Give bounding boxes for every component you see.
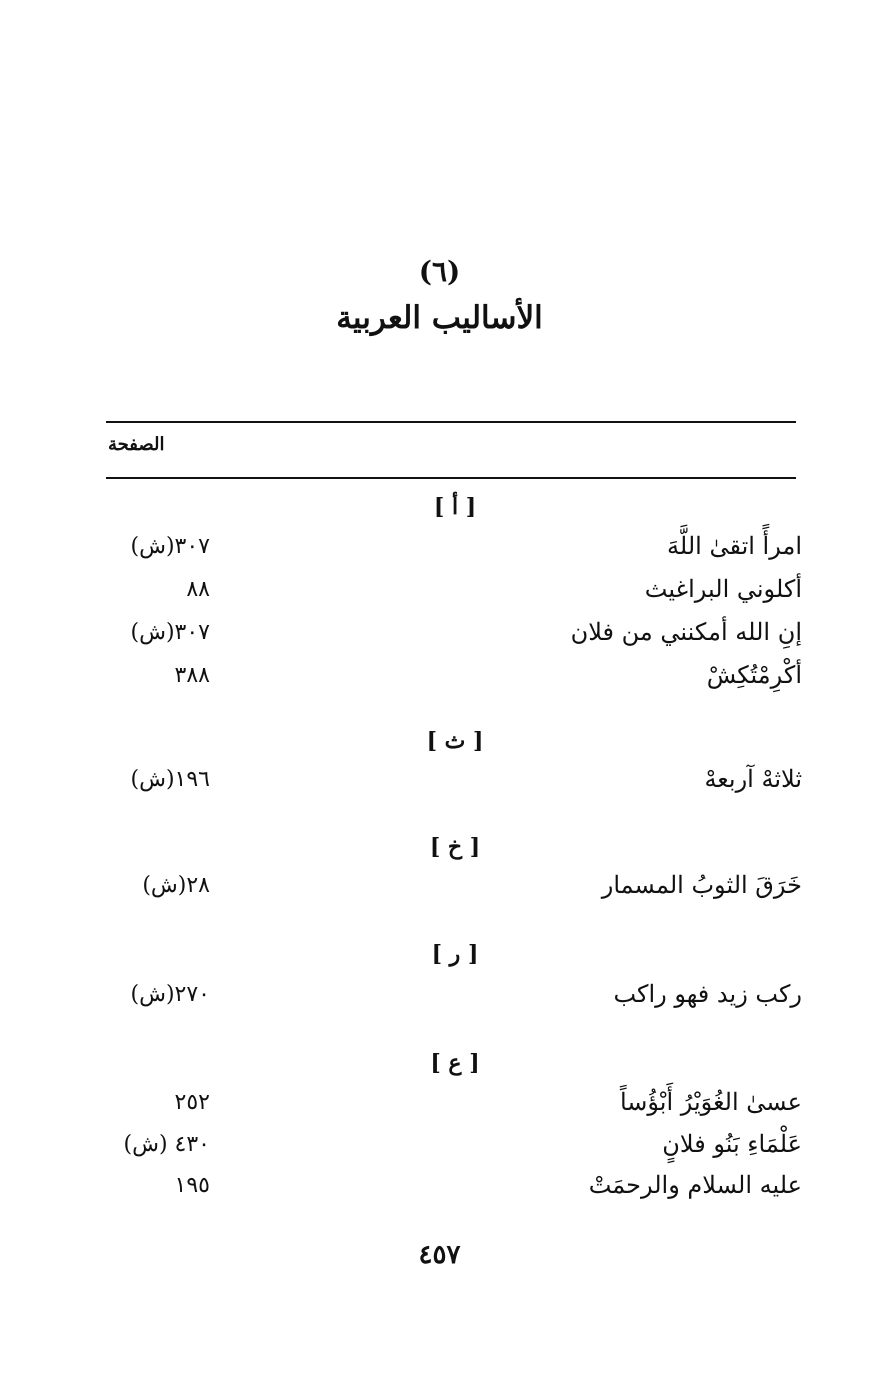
index-entry (106, 1171, 802, 1207)
entry-text: عليه السلام والرحمَتْ (588, 1171, 802, 1199)
page-number: ٤٥٧ (418, 1240, 461, 1270)
index-entry (106, 532, 802, 568)
entry-page: ٤٣٠ (ش) (123, 1132, 210, 1157)
table-top-rule (106, 421, 796, 423)
letter-heading: [ ع ] (430, 1050, 480, 1076)
letter-heading: [ خ ] (429, 834, 481, 860)
entry-text: ثلاثهْ آربعهْ (704, 765, 802, 793)
entry-page: ٢٨(ش) (142, 873, 210, 898)
entry-text: خَرَقَ الثوبُ المسمار (601, 871, 802, 899)
entry-page: ٣٠٧(ش) (130, 620, 210, 645)
letter-heading: [ ث ] (426, 728, 484, 754)
entry-page: ٨٨ (186, 577, 210, 602)
index-entry (106, 1130, 802, 1166)
entry-text: أكْرِمْتُكِشْ (706, 661, 802, 689)
index-entry (106, 871, 802, 907)
table-header-rule (106, 477, 796, 479)
section-title: الأساليب العربية (336, 300, 543, 336)
index-entry (106, 661, 802, 697)
index-entry (106, 980, 802, 1016)
section-number: (٦) (418, 255, 461, 288)
index-entry (106, 575, 802, 611)
entry-text: عَلْمَاءِ بَنُو فلانٍ (662, 1130, 802, 1158)
letter-heading: [ ر ] (431, 941, 479, 967)
entry-text: ركب زيد فهو راكب (613, 980, 802, 1008)
entry-text: أكلوني البراغيث (644, 575, 802, 603)
index-entry (106, 765, 802, 801)
entry-text: إنِ الله أمكنني من فلان (570, 618, 802, 646)
entry-page: ٢٥٢ (174, 1090, 210, 1115)
letter-heading: [ أ ] (433, 494, 477, 520)
entry-text: عسىٰ الغُوَيْرُ أَبْؤُساً (619, 1088, 802, 1116)
index-entry (106, 1088, 802, 1124)
entry-page: ١٩٦(ش) (130, 767, 210, 792)
entry-page: ١٩٥ (174, 1173, 210, 1198)
index-entry (106, 618, 802, 654)
entry-page: ٢٧٠(ش) (130, 982, 210, 1007)
entry-text: امرأً اتقىٰ اللَّهَ (667, 532, 802, 560)
entry-page: ٣٠٧(ش) (130, 534, 210, 559)
column-header-page: الصفحة (108, 434, 165, 455)
entry-page: ٣٨٨ (174, 663, 210, 688)
